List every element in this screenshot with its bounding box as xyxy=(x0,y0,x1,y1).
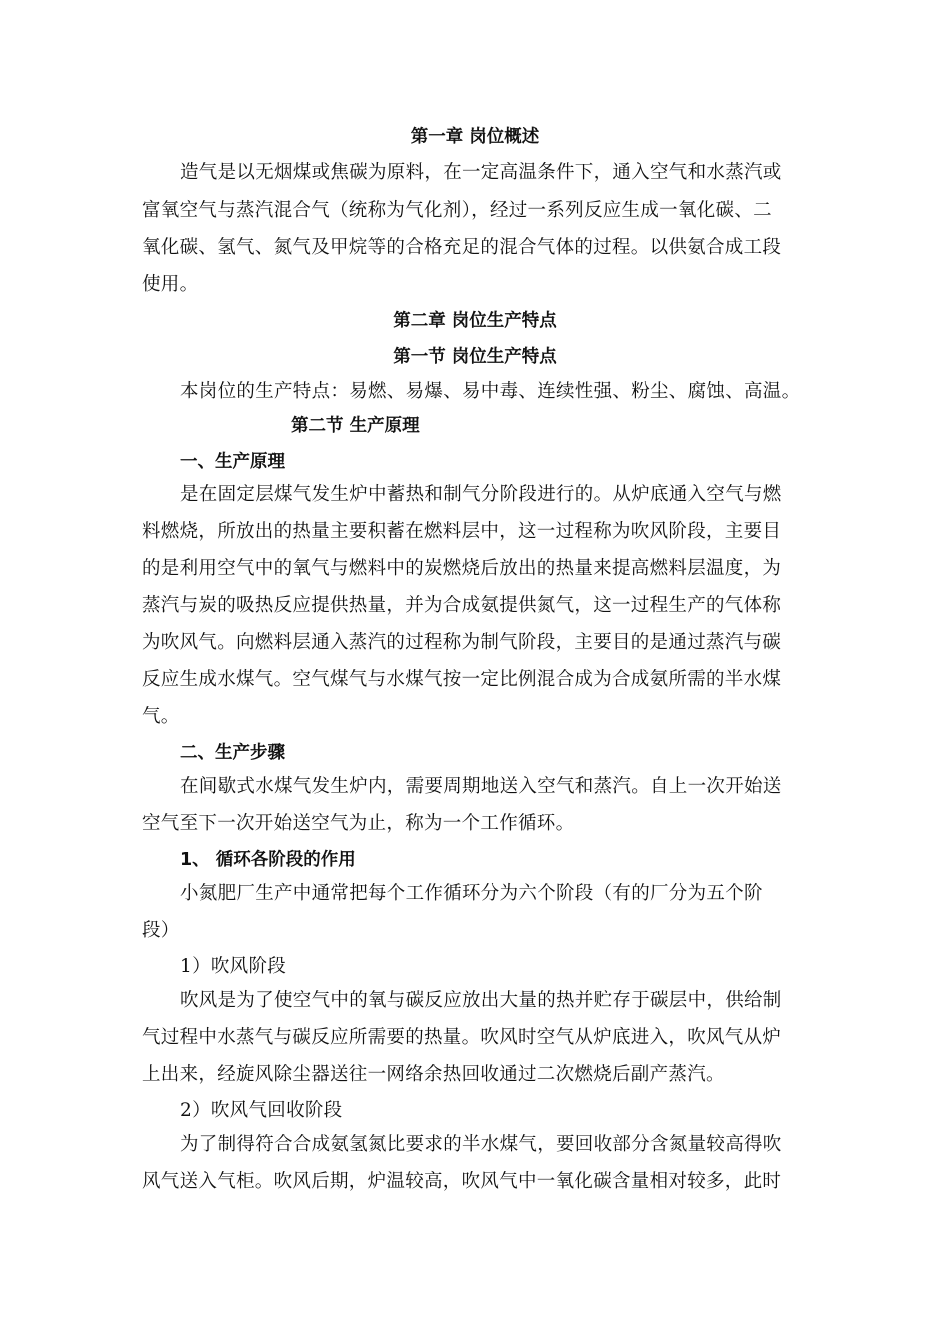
paragraph-line: 蒸汽与炭的吸热反应提供热量，并为合成氨提供氮气，这一过程生产的气体称 xyxy=(142,595,782,616)
paragraph-line: 料燃烧，所放出的热量主要积蓄在燃料层中，这一过程称为吹风阶段，主要目 xyxy=(142,521,782,542)
paragraph-line: 空气至下一次开始送空气为止，称为一个工作循环。 xyxy=(142,813,575,834)
subheading-steps: 二、生产步骤 xyxy=(180,743,285,763)
paragraph-line: 富氧空气与蒸汽混合气（统称为气化剂），经过一系列反应生成一氧化碳、二 xyxy=(142,200,772,221)
subheading-principle: 一、生产原理 xyxy=(180,452,285,472)
paragraph-line: 的是利用空气中的氧气与燃料中的炭燃烧后放出的热量来提高燃料层温度，为 xyxy=(142,558,782,579)
paragraph-line: 在间歇式水煤气发生炉内，需要周期地送入空气和蒸汽。自上一次开始送 xyxy=(180,776,782,797)
paragraph-line: 气。 xyxy=(142,706,180,727)
paragraph-line: 吹风是为了使空气中的氧与碳反应放出大量的热并贮存于碳层中，供给制 xyxy=(180,990,782,1011)
paragraph-line: 使用。 xyxy=(142,274,199,295)
section-2-title: 第二节 生产原理 xyxy=(291,416,420,436)
paragraph-line: 本岗位的生产特点：易燃、易爆、易中毒、连续性强、粉尘、腐蚀、高温。 xyxy=(180,381,801,402)
item-1-title: 1、 循环各阶段的作用 xyxy=(180,850,356,870)
paragraph-line: 是在固定层煤气发生炉中蓄热和制气分阶段进行的。从炉底通入空气与燃 xyxy=(180,484,782,505)
paragraph-line: 段） xyxy=(142,920,180,941)
chapter-1-title: 第一章 岗位概述 xyxy=(410,127,540,147)
paragraph-line: 小氮肥厂生产中通常把每个工作循环分为六个阶段（有的厂分为五个阶 xyxy=(180,883,763,904)
chapter-2-title: 第二章 岗位生产特点 xyxy=(393,311,557,331)
paragraph-line: 造气是以无烟煤或焦碳为原料，在一定高温条件下，通入空气和水蒸汽或 xyxy=(180,162,782,183)
paragraph-line: 风气送入气柜。吹风后期，炉温较高，吹风气中一氧化碳含量相对较多，此时 xyxy=(142,1171,782,1192)
paragraph-line: 为吹风气。向燃料层通入蒸汽的过程称为制气阶段，主要目的是通过蒸汽与碳 xyxy=(142,632,782,653)
paragraph-line: 上出来，经旋风除尘器送往一网络余热回收通过二次燃烧后副产蒸汽。 xyxy=(142,1064,725,1085)
stage-1-title: 1）吹风阶段 xyxy=(180,956,287,977)
paragraph-line: 气过程中水蒸气与碳反应所需要的热量。吹风时空气从炉底进入，吹风气从炉 xyxy=(142,1027,782,1048)
paragraph-line: 氧化碳、氢气、氮气及甲烷等的合格充足的混合气体的过程。以供氨合成工段 xyxy=(142,237,782,258)
stage-2-title: 2）吹风气回收阶段 xyxy=(180,1100,343,1121)
paragraph-line: 反应生成水煤气。空气煤气与水煤气按一定比例混合成为合成氨所需的半水煤 xyxy=(142,669,782,690)
paragraph-line: 为了制得符合合成氨氢氮比要求的半水煤气，要回收部分含氮量较高得吹 xyxy=(180,1134,782,1155)
section-1-title: 第一节 岗位生产特点 xyxy=(393,347,557,367)
